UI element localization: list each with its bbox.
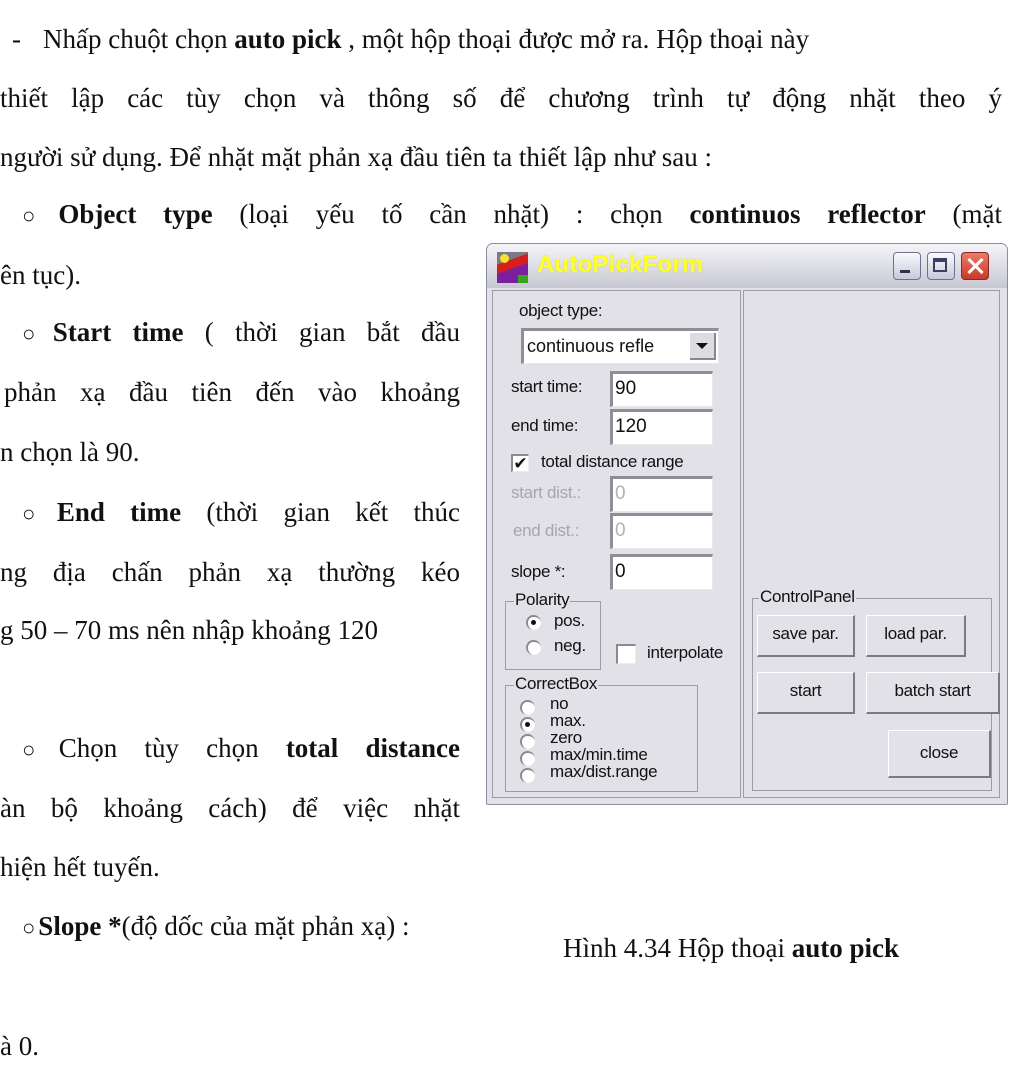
figure-caption [563, 933, 899, 964]
slope-input[interactable]: 0 [610, 554, 713, 590]
polarity-neg-label: neg. [554, 636, 586, 655]
start-dist-label: start dist.: [511, 483, 582, 502]
text: Nhấp chuột chọn [43, 24, 235, 54]
total-distance-line-2: àn bộ khoảng cách) để việc nhặt [0, 793, 460, 823]
interpolate-label: interpolate [647, 643, 724, 662]
minimize-icon[interactable] [893, 252, 921, 280]
start-button[interactable]: start [757, 672, 855, 714]
batch-start-button[interactable]: batch start [866, 672, 1000, 714]
window-title: AutoPickForm [537, 251, 704, 278]
text: ( thời gian bắt đầu [183, 317, 460, 347]
polarity-title: Polarity [515, 590, 570, 609]
object-type-dropdown[interactable] [521, 328, 719, 364]
correctbox-no-radio[interactable] [520, 700, 535, 715]
correctbox-zero-label: zero [550, 728, 582, 747]
circle-bullet-icon: ○ [22, 203, 56, 228]
end-time-line-1 [22, 496, 460, 530]
close-button[interactable]: close [888, 730, 991, 778]
circle-bullet-icon: ○ [22, 737, 56, 762]
autopick-dialog [486, 243, 1008, 805]
circle-bullet-icon: ○ [22, 915, 36, 940]
correctbox-no-label: no [550, 694, 569, 713]
bold-term: auto pick [234, 24, 342, 54]
maximize-icon[interactable] [927, 252, 955, 280]
end-time-line-2: ng địa chấn phản xạ thường kéo [0, 557, 460, 587]
bold-term: total distance [285, 733, 460, 763]
circle-bullet-icon: ○ [22, 321, 50, 346]
polarity-group [505, 590, 601, 670]
start-dist-input[interactable]: 0 [610, 476, 713, 512]
circle-bullet-icon: ○ [22, 501, 54, 526]
start-time-input[interactable]: 90 [610, 371, 713, 407]
end-time-label: end time: [511, 416, 579, 435]
right-panel [743, 290, 1000, 798]
total-distance-checkbox[interactable]: ✔ [511, 454, 529, 472]
slope-label: slope *: [511, 562, 566, 581]
correctbox-max-radio[interactable] [520, 717, 535, 732]
app-icon [497, 252, 528, 283]
polarity-pos-label: pos. [554, 611, 585, 630]
start-time-line-1 [22, 316, 460, 350]
paragraph-intro-line-2: thiết lập các tùy chọn và thông số để chương trình tự động nhặt theo ý [0, 83, 1002, 113]
end-time-line-3: g 50 – 70 ms nên nhập khoảng 120 [0, 615, 378, 645]
dash-marker: - [12, 24, 21, 54]
slope-line-2: à 0. [0, 1031, 39, 1061]
paragraph-intro-line-3: người sử dụng. Để nhặt mặt phản xạ đầu tiên ta thiết lập như sau : [0, 142, 713, 172]
correctbox-maxmin-radio[interactable] [520, 751, 535, 766]
interpolate-checkbox[interactable] [616, 644, 636, 664]
text: (loại yếu tố cần nhặt) : chọn [212, 199, 690, 229]
settings-panel [492, 290, 741, 798]
slope-line-1 [22, 910, 409, 944]
object-type-value: continuous refle [527, 336, 655, 356]
total-distance-line-1 [22, 732, 460, 766]
text: (thời gian kết thúc [181, 497, 460, 527]
object-type-line-1 [22, 198, 1002, 232]
control-panel-group [752, 587, 992, 791]
end-time-input[interactable]: 120 [610, 409, 713, 445]
save-par-button[interactable]: save par. [757, 615, 855, 657]
end-dist-label: end dist.: [513, 521, 579, 540]
polarity-neg-radio[interactable] [526, 640, 541, 655]
correctbox-max-label: max. [550, 711, 586, 730]
total-distance-label: total distance range [541, 452, 684, 471]
start-time-line-3: n chọn là 90. [0, 437, 140, 467]
caption-text: Hình 4.34 Hộp thoại [563, 933, 792, 963]
bold-term: End time [56, 497, 182, 527]
bold-term: Slope * [38, 911, 122, 941]
load-par-button[interactable]: load par. [866, 615, 966, 657]
text: (độ dốc của mặt phản xạ) : [121, 911, 410, 941]
paragraph-intro-line-1 [12, 23, 809, 55]
chevron-down-icon[interactable] [690, 333, 716, 360]
correctbox-maxdist-radio[interactable] [520, 768, 535, 783]
correctbox-maxmin-label: max/min.time [550, 745, 648, 764]
end-dist-input[interactable]: 0 [610, 513, 713, 549]
bold-term: Object type [58, 199, 213, 229]
bold-term: continuos reflector [689, 199, 926, 229]
text: (mặt [925, 199, 1002, 229]
start-time-line-2: phản xạ đầu tiên đến vào khoảng [4, 377, 460, 407]
start-time-label: start time: [511, 377, 583, 396]
object-type-line-2: ên tục). [0, 260, 81, 290]
caption-bold: auto pick [791, 933, 900, 963]
bold-term: Start time [52, 317, 184, 347]
control-panel-title: ControlPanel [760, 587, 855, 606]
title-bar[interactable] [487, 244, 1007, 288]
correctbox-group [505, 674, 698, 792]
total-distance-line-3: hiện hết tuyến. [0, 852, 160, 882]
object-type-label: object type: [519, 301, 603, 320]
close-window-icon[interactable] [961, 252, 989, 280]
text: Chọn tùy chọn [58, 733, 286, 763]
correctbox-maxdist-label: max/dist.range [550, 762, 658, 781]
text: , một hộp thoại được mở ra. Hộp thoại này [341, 24, 810, 54]
correctbox-zero-radio[interactable] [520, 734, 535, 749]
polarity-pos-radio[interactable] [526, 615, 541, 630]
correctbox-title: CorrectBox [515, 674, 598, 693]
